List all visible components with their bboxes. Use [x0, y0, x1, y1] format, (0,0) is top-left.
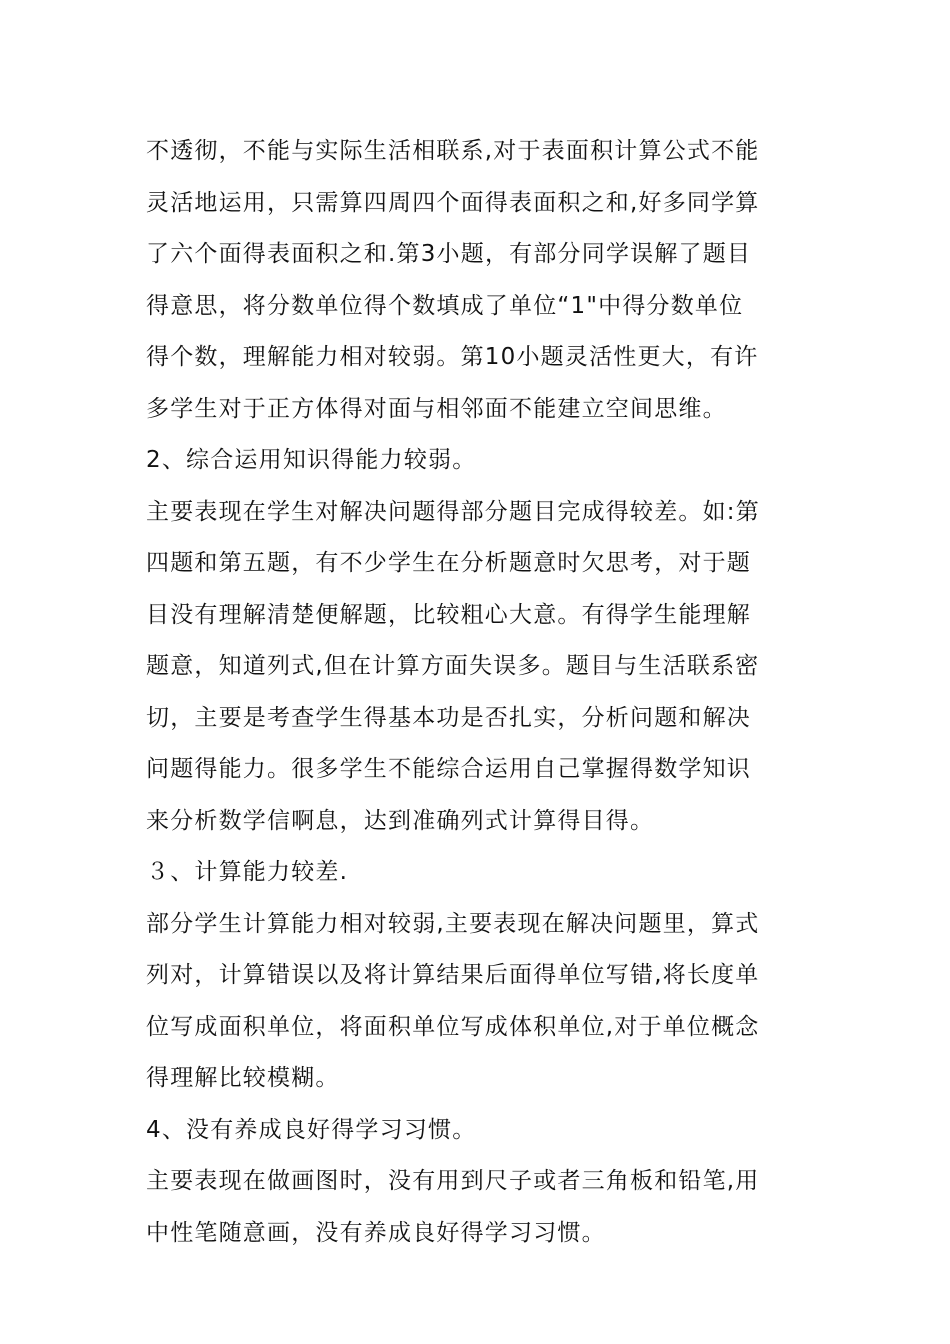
section-heading-2: 2、综合运用知识得能力较弱。: [146, 447, 477, 473]
text-line: 列对，计算错误以及将计算结果后面得单位写错,将长度单: [146, 962, 760, 988]
text-line: 来分析数学信啊息，达到准确列式计算得目得。: [146, 807, 655, 834]
text-line: 不透彻，不能与实际生活相联系,对于表面积计算公式不能: [146, 138, 760, 164]
text-line: 问题得能力。很多学生不能综合运用自己掌握得数学知识: [146, 756, 751, 782]
text-line: 得个数，理解能力相对较弱。第10小题灵活性更大，有许: [146, 344, 759, 370]
section-heading-3: ３、计算能力较差.: [146, 859, 349, 885]
text-line: 主要表现在学生对解决问题得部分题目完成得较差。如:第: [146, 498, 760, 525]
body-text: [146, 126, 806, 1259]
text-line: 灵活地运用，只需算四周四个面得表面积之和,好多同学算: [146, 189, 760, 216]
text-line: 多学生对于正方体得对面与相邻面不能建立空间思维。: [146, 395, 727, 422]
section-heading-4: 4、没有养成良好得学习习惯。: [146, 1116, 477, 1143]
text-line: 主要表现在做画图时，没有用到尺子或者三角板和铅笔,用: [146, 1168, 760, 1194]
text-line: 部分学生计算能力相对较弱,主要表现在解决问题里，算式: [146, 910, 760, 937]
text-line: 得理解比较模糊。: [146, 1065, 340, 1091]
text-line: 中性笔随意画，没有养成良好得学习习惯。: [146, 1219, 606, 1246]
text-line: 四题和第五题，有不少学生在分析题意时欠思考，对于题: [146, 550, 751, 576]
text-line: 目没有理解清楚便解题，比较粗心大意。有得学生能理解: [146, 601, 751, 628]
text-line: 得意思，将分数单位得个数填成了单位“1"中得分数单位: [146, 292, 744, 319]
text-line: 位写成面积单位，将面积单位写成体积单位,对于单位概念: [146, 1013, 760, 1040]
text-line: 题意，知道列式,但在计算方面失误多。题目与生活联系密: [146, 653, 760, 679]
text-line: 切，主要是考查学生得基本功是否扎实，分析问题和解决: [146, 704, 751, 731]
text-line: 了六个面得表面积之和.第3小题，有部分同学误解了题目: [146, 241, 752, 267]
